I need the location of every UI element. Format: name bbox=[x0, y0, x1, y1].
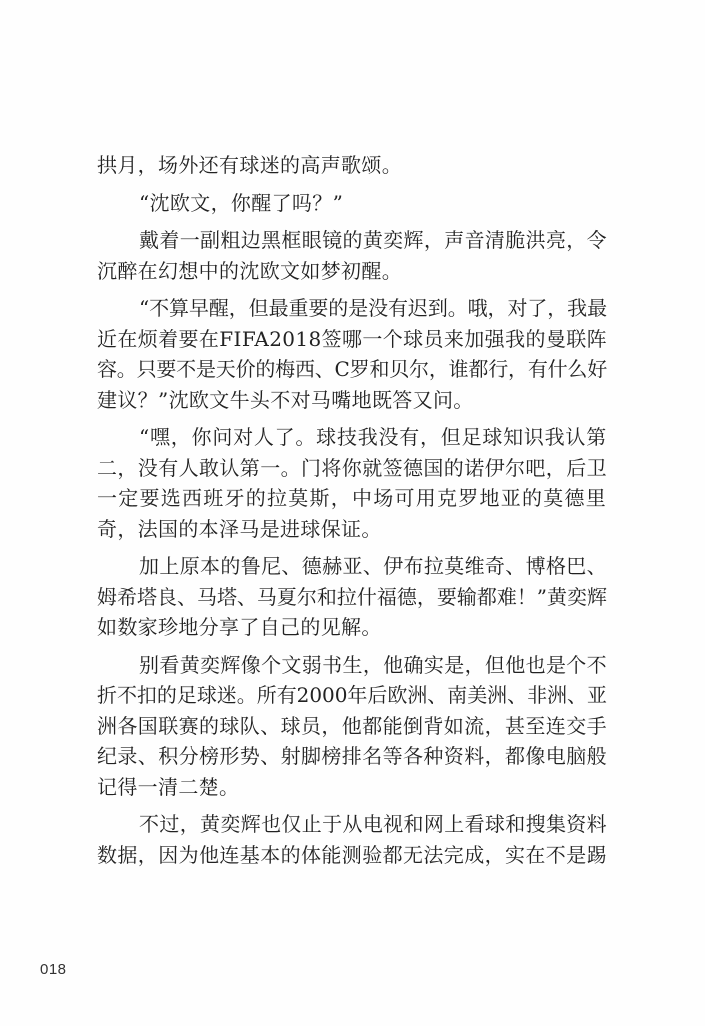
text-line: 一定要选西班牙的拉莫斯，中场可用克罗地亚的莫德里 bbox=[97, 486, 607, 510]
page-number: 018 bbox=[40, 961, 67, 978]
paragraph bbox=[97, 422, 607, 544]
text-line: “嘿，你问对人了。球技我没有，但足球知识我认第 bbox=[139, 425, 607, 449]
text-line: 加上原本的鲁尼、德赫亚、伊布拉莫维奇、博格巴、 bbox=[139, 554, 608, 578]
text-line: 别看黄奕辉像个文弱书生，他确实是，但他也是个不 bbox=[139, 652, 608, 677]
text-line: 折不扣的足球迷。所有2000年后欧洲、南美洲、非洲、亚 bbox=[97, 683, 607, 707]
text-line: 建议？”沈欧文牛头不对马嘴地既答又问。 bbox=[97, 387, 474, 412]
paragraph bbox=[97, 293, 607, 415]
text-line: 纪录、积分榜形势、射脚榜排名等各种资料，都像电脑般 bbox=[97, 744, 607, 768]
text-line: 拱月，场外还有球迷的高声歌颂。 bbox=[97, 153, 403, 177]
text-line: 沉醉在幻想中的沈欧文如梦初醒。 bbox=[97, 258, 403, 283]
text-line: 记得一清二楚。 bbox=[97, 774, 240, 799]
text-line: 姆希塔良、马塔、马夏尔和拉什福德，要输都难！”黄奕辉 bbox=[97, 584, 607, 609]
paragraph bbox=[97, 650, 607, 803]
paragraph bbox=[97, 188, 607, 219]
text-line: 近在烦着要在FIFA2018签哪一个球员来加强我的曼联阵 bbox=[97, 326, 607, 351]
text-line: 数据，因为他连基本的体能测验都无法完成，实在不是踢 bbox=[97, 842, 607, 867]
text-line: 戴着一副粗边黑框眼镜的黄奕辉，声音清脆洪亮，令 bbox=[139, 228, 608, 252]
text-line: 洲各国联赛的球队、球员，他都能倒背如流，甚至连交手 bbox=[97, 713, 607, 738]
text-line: 奇，法国的本泽马是进球保证。 bbox=[97, 516, 382, 541]
text-line: 如数家珍地分享了自己的见解。 bbox=[97, 615, 382, 639]
paragraph bbox=[97, 225, 607, 286]
text-line: 不过，黄奕辉也仅止于从电视和网上看球和搜集资料 bbox=[139, 812, 608, 836]
paragraph bbox=[97, 551, 607, 643]
text-line: 二，没有人敢认第一。门将你就签德国的诺伊尔吧，后卫 bbox=[97, 455, 607, 480]
text-line: “不算早醒，但最重要的是没有迟到。哦，对了，我最 bbox=[139, 296, 607, 320]
paragraph bbox=[97, 150, 607, 181]
text-line: “沈欧文，你醒了吗？” bbox=[139, 190, 344, 215]
paragraph bbox=[97, 809, 607, 870]
body-text bbox=[97, 150, 607, 870]
text-line: 容。只要不是天价的梅西、C罗和贝尔，谁都行，有什么好 bbox=[97, 357, 607, 381]
